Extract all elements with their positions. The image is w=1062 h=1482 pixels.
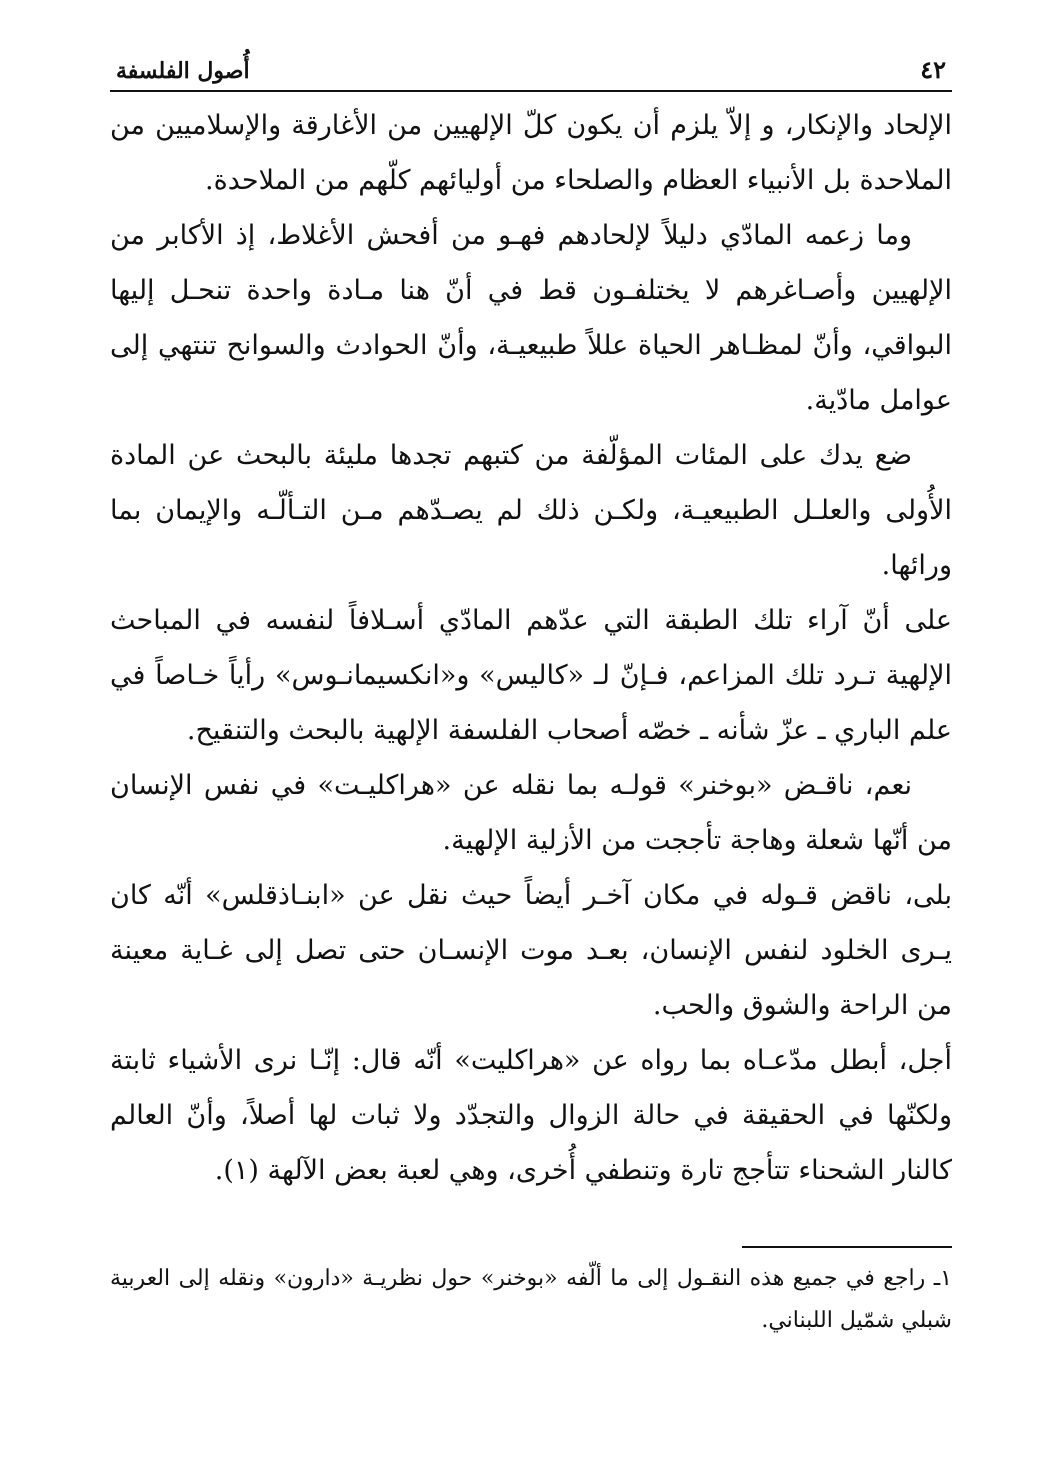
footnote-divider	[742, 1246, 952, 1248]
paragraph: الإلحاد والإنكار، و إلاّ يلزم أن يكون كلّ الإلهيين من الأغارقة والإسلاميين من الملاحدة بل الأنبياء العظام والصلحاء من أوليائهم كلّهم من الملاحدة.	[110, 110, 952, 196]
running-title: أُصول الفلسفة	[116, 58, 250, 84]
page-number: ٤٢	[920, 55, 946, 84]
paragraph: ضع يدك على المئات المؤلّفة من كتبهم تجدها مليئة بالبحث عن المادة الأُولى والعلـل الطبيعيـة، ولكـن ذلك لم يصـدّهم مـن التـألّـه والإيمان بما ورائها.	[110, 440, 952, 581]
paragraph: أجل، أبطل مدّعـاه بما رواه عن «هراكليت» أنّه قال: إنّـا نرى الأشياء ثابتة ولكنّها في الحقيقة في حالة الزوال والتجدّد ولا ثبات لها أصلاً، وأنّ العالم كالنار الشحناء تتأجج تارة وتنطفي أُخرى، وهي لعبة بعض الآلهة (١).	[110, 1045, 952, 1186]
paragraph: على أنّ آراء تلك الطبقة التي عدّهم المادّي أسـلافاً لنفسه في المباحث الإلهية تـرد تلك المزاعم، فـإنّ لـ «كاليس» و«انكسيمانـوس» رأياً خـاصاً في علم الباري ـ عزّ شأنه ـ خصّه أصحاب الفلسفة الإلهية بالبحث والتنقيح.	[110, 605, 952, 746]
page-header	[110, 48, 952, 92]
paragraph: وما زعمه المادّي دليلاً لإلحادهم فهـو من أفحش الأغلاط، إذ الأكابر من الإلهيين وأصـاغرهم لا يختلفـون قط في أنّ هنا مـادة واحدة تنحـل إليها البواقي، وأنّ لمظـاهر الحياة عللاً طبيعيـة، وأنّ الحوادث والسوانح تنتهي إلى عوامل مادّية.	[110, 220, 952, 416]
paragraph: بلى، ناقض قـوله في مكان آخـر أيضاً حيث نقل عن «ابنـاذقلس» أنّه كان يـرى الخلود لنفس الإنسان، بعـد موت الإنسـان حتى تصل إلى غـاية معينة من الراحة والشوق والحب.	[110, 880, 952, 1021]
footnote: ١ـ راجع في جميع هذه النقـول إلى ما ألّفه «بوخنر» حول نظريـة «دارون» ونقله إلى العربية شبلي شمّيل اللبناني.	[110, 1266, 952, 1333]
page-body	[110, 98, 952, 1198]
book-page	[110, 48, 952, 1342]
paragraph: نعم، ناقـض «بوخنر» قولـه بما نقله عن «هراكليـت» في نفس الإنسان من أنّها شعلة وهاجة تأججت من الأزلية الإلهية.	[110, 770, 952, 856]
